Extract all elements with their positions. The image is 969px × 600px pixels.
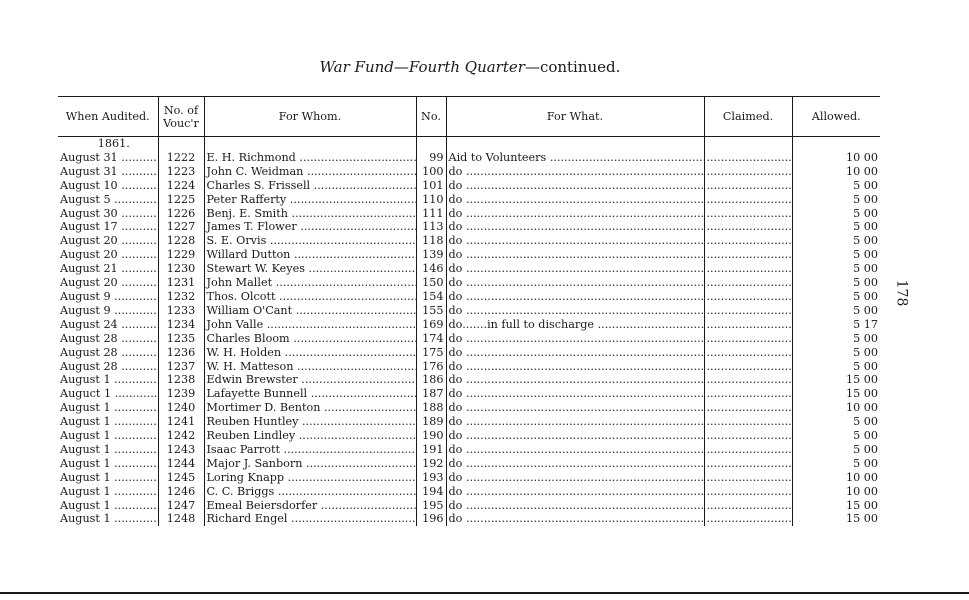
page-title-main: War Fund—Fourth Quarter [319,58,525,76]
cell-for-what: do ..... [446,457,704,471]
cell-for-what: do ..... [446,360,704,374]
cell-no: 187 [416,387,446,401]
cell-voucher: 1237 [158,360,204,374]
cell-allowed: 5 00 [853,331,878,345]
cell-allowed: 15 00 [845,387,878,401]
cell-date: August 21 ..... [58,262,158,276]
cell-claimed [704,443,792,457]
cell-no: 175 [416,346,446,360]
cell-date: August 10 ..... [58,179,158,193]
page-number: 178 [893,279,910,307]
header-allowed: Allowed. [792,97,880,137]
cell-claimed [704,401,792,415]
cell-for-whom: S. E. Orvis ..... [204,234,416,248]
cell-date: August 28 ..... [58,346,158,360]
cell-no: 191 [416,443,446,457]
cell-for-whom: Loring Knapp ..... [204,471,416,485]
cell-for-what: do ..... [446,304,704,318]
cell-for-whom: Benj. E. Smith ..... [204,207,416,221]
cell-claimed [704,373,792,387]
cell-voucher: 1230 [158,262,204,276]
cell-claimed [704,290,792,304]
cell-allowed: 5 00 [853,276,878,290]
table-row [58,290,880,304]
table-row [58,304,880,318]
table-row [58,276,880,290]
cell-date: August 1 ..... [58,373,158,387]
cell-allowed: 5 00 [853,289,878,303]
table-row [58,318,880,332]
cell-voucher: 1232 [158,290,204,304]
cell-no: 118 [416,234,446,248]
cell-allowed: 5 00 [853,262,878,276]
cell-date: August 1 ..... [58,415,158,429]
cell-no: 192 [416,457,446,471]
cell-for-whom: C. C. Briggs ..... [204,485,416,499]
cell-date: August 1 ..... [58,499,158,513]
cell-date: August 1 ..... [58,401,158,415]
cell-for-whom: Stewart W. Keyes ..... [204,262,416,276]
cell-for-whom: John Mallet ..... [204,276,416,290]
cell-voucher: 1223 [158,165,204,179]
cell-voucher: 1233 [158,304,204,318]
cell-no: 154 [416,290,446,304]
cell-for-what: Aid to Volunteers ..... [446,151,704,165]
table-row [58,346,880,360]
cell-date: August 9 ..... [58,304,158,318]
cell-no: 155 [416,304,446,318]
table-row [58,512,880,526]
cell-no: 113 [416,220,446,234]
table-row [58,429,880,443]
cell-voucher: 1243 [158,443,204,457]
header-for-what: For What. [446,97,704,137]
cell-for-what: do ..... [446,262,704,276]
cell-voucher: 1248 [158,512,204,526]
cell-voucher: 1240 [158,401,204,415]
cell-date: August 5 ..... [58,193,158,207]
cell-for-whom: Isaac Parrott ..... [204,443,416,457]
page-title [0,58,940,76]
cell-for-whom: Charles Bloom ..... [204,332,416,346]
cell-no: 196 [416,512,446,526]
cell-claimed [704,360,792,374]
cell-no: 99 [416,151,446,165]
cell-voucher: 1227 [158,220,204,234]
cell-voucher: 1225 [158,193,204,207]
cell-no: 195 [416,499,446,513]
cell-for-what: do ..... [446,429,704,443]
table-row [58,165,880,179]
cell-allowed: 5 00 [853,192,878,206]
cell-for-what: do ..... [446,415,704,429]
cell-allowed: 5 00 [853,456,878,470]
cell-claimed [704,193,792,207]
cell-claimed [704,207,792,221]
cell-for-whom: Lafayette Bunnell ..... [204,387,416,401]
header-no: No. [416,97,446,137]
cell-for-whom: James T. Flower ..... [204,220,416,234]
cell-claimed [704,151,792,165]
page-title-suffix: —continued. [524,58,621,76]
cell-date: August 1 ..... [58,429,158,443]
cell-voucher: 1246 [158,485,204,499]
table-row [58,373,880,387]
cell-for-whom: Edwin Brewster ..... [204,373,416,387]
cell-claimed [704,485,792,499]
cell-allowed: 5 00 [853,234,878,248]
table-row [58,179,880,193]
cell-no: 100 [416,165,446,179]
cell-for-whom: William O'Cant ..... [204,304,416,318]
cell-date: August 1 ..... [58,471,158,485]
cell-voucher: 1231 [158,276,204,290]
cell-allowed: 5 00 [853,220,878,234]
cell-no: 189 [416,415,446,429]
cell-for-whom: John C. Weidman ..... [204,165,416,179]
table-row [58,499,880,513]
cell-date: August 1 ..... [58,443,158,457]
cell-for-what: do ..... [446,387,704,401]
bottom-rule [0,592,969,594]
cell-claimed [704,179,792,193]
cell-date: Auguct 1 ..... [58,387,158,401]
table-row [58,248,880,262]
cell-no: 101 [416,179,446,193]
header-claimed: Claimed. [704,97,792,137]
cell-no: 190 [416,429,446,443]
cell-for-what: do ..... [446,373,704,387]
cell-allowed: 15 00 [845,512,878,526]
cell-date: August 31 ..... [58,151,158,165]
cell-allowed: 10 00 [845,401,878,415]
table-row [58,387,880,401]
cell-no: 174 [416,332,446,346]
cell-date: August 31 ..... [58,165,158,179]
header-voucher-number [158,97,204,137]
cell-for-what: do ..... [446,220,704,234]
header-for-whom: For Whom. [204,97,416,137]
cell-allowed: 5 00 [853,248,878,262]
cell-for-whom: Mortimer D. Benton ..... [204,401,416,415]
cell-voucher: 1244 [158,457,204,471]
cell-allowed: 5 00 [853,415,878,429]
cell-voucher: 1242 [158,429,204,443]
cell-for-whom: Major J. Sanborn ..... [204,457,416,471]
cell-for-what: do.......in full to discharge ..... [446,318,704,332]
table-row [58,332,880,346]
cell-claimed [704,512,792,526]
table-row [58,443,880,457]
table-row [58,471,880,485]
cell-date: August 20 ..... [58,234,158,248]
cell-voucher: 1226 [158,207,204,221]
cell-allowed: 5 00 [853,178,878,192]
cell-claimed [704,499,792,513]
table-row [58,415,880,429]
cell-voucher: 1228 [158,234,204,248]
cell-date: August 20 ..... [58,248,158,262]
cell-date: August 28 ..... [58,332,158,346]
cell-date: August 9 ..... [58,290,158,304]
cell-voucher: 1241 [158,415,204,429]
cell-for-whom: Richard Engel ..... [204,512,416,526]
cell-date: August 17 ..... [58,220,158,234]
cell-for-what: do ..... [446,207,704,221]
cell-for-what: do ..... [446,276,704,290]
cell-date: August 30 ..... [58,207,158,221]
cell-claimed [704,276,792,290]
cell-date: August 24 ..... [58,318,158,332]
cell-for-whom: Emeal Beiersdorfer ..... [204,499,416,513]
cell-for-what: do ..... [446,165,704,179]
cell-date: August 28 ..... [58,360,158,374]
cell-voucher: 1229 [158,248,204,262]
cell-allowed: 5 00 [853,359,878,373]
cell-no: 139 [416,248,446,262]
cell-no: 188 [416,401,446,415]
cell-allowed: 5 00 [853,442,878,456]
cell-for-what: do ..... [446,499,704,513]
cell-no: 110 [416,193,446,207]
cell-no: 193 [416,471,446,485]
cell-no: 146 [416,262,446,276]
cell-voucher: 1239 [158,387,204,401]
cell-claimed [704,262,792,276]
cell-for-what: do ..... [446,248,704,262]
cell-for-what: do ..... [446,290,704,304]
cell-claimed [704,429,792,443]
table-row [58,262,880,276]
cell-claimed [704,457,792,471]
cell-date: August 20 ..... [58,276,158,290]
header-row [58,97,880,137]
cell-voucher: 1224 [158,179,204,193]
cell-allowed: 5 00 [853,429,878,443]
cell-for-whom: Thos. Olcott ..... [204,290,416,304]
cell-for-whom: Reuben Lindley ..... [204,429,416,443]
cell-date: August 1 ..... [58,512,158,526]
cell-for-what: do ..... [446,401,704,415]
cell-date: August 1 ..... [58,457,158,471]
cell-for-what: do ..... [446,179,704,193]
cell-claimed [704,415,792,429]
table-row [58,401,880,415]
table-row [58,193,880,207]
cell-claimed [704,471,792,485]
cell-voucher: 1234 [158,318,204,332]
table-row [58,207,880,221]
cell-claimed [704,332,792,346]
cell-no: 169 [416,318,446,332]
cell-claimed [704,165,792,179]
table-row [58,220,880,234]
cell-allowed: 10 00 [845,164,878,178]
cell-for-whom: W. H. Matteson ..... [204,360,416,374]
header-voucher-line-2: Vouc'r [163,116,199,130]
cell-for-whom: Peter Rafferty ..... [204,193,416,207]
cell-claimed [704,304,792,318]
cell-for-what: do ..... [446,485,704,499]
cell-allowed: 10 00 [845,470,878,484]
cell-for-what: do ..... [446,234,704,248]
cell-allowed: 15 00 [845,373,878,387]
table-row [58,234,880,248]
cell-allowed: 5 00 [853,345,878,359]
cell-voucher: 1222 [158,151,204,165]
cell-for-what: do ..... [446,512,704,526]
cell-allowed: 15 00 [845,498,878,512]
cell-no: 186 [416,373,446,387]
cell-for-what: do ..... [446,193,704,207]
cell-voucher: 1245 [158,471,204,485]
cell-no: 111 [416,207,446,221]
cell-for-whom: Charles S. Frissell ..... [204,179,416,193]
cell-for-whom: John Valle ..... [204,318,416,332]
cell-claimed [704,387,792,401]
cell-claimed [704,234,792,248]
cell-claimed [704,346,792,360]
ledger-table [58,96,880,526]
cell-claimed [704,318,792,332]
header-voucher-line-1: No. of [163,103,199,117]
table-row [58,360,880,374]
cell-claimed [704,248,792,262]
cell-date: August 1 ..... [58,485,158,499]
table-row [58,485,880,499]
cell-allowed: 5 17 [853,317,878,331]
cell-no: 150 [416,276,446,290]
cell-claimed [704,220,792,234]
cell-allowed: 10 00 [845,150,878,164]
cell-for-what: do ..... [446,332,704,346]
cell-allowed: 5 00 [853,303,878,317]
header-when-audited: When Audited. [58,97,158,137]
year-row [58,137,880,151]
cell-voucher: 1236 [158,346,204,360]
cell-for-whom: Reuben Huntley ..... [204,415,416,429]
cell-for-whom: Willard Dutton ..... [204,248,416,262]
table-row [58,151,880,165]
cell-for-what: do ..... [446,346,704,360]
year-label: 1861. [58,137,158,151]
cell-for-whom: E. H. Richmond ..... [204,151,416,165]
cell-allowed: 10 00 [845,484,878,498]
cell-voucher: 1247 [158,499,204,513]
cell-voucher: 1235 [158,332,204,346]
cell-for-what: do ..... [446,471,704,485]
cell-for-what: do ..... [446,443,704,457]
cell-no: 194 [416,485,446,499]
cell-voucher: 1238 [158,373,204,387]
cell-allowed: 5 00 [853,206,878,220]
cell-no: 176 [416,360,446,374]
cell-for-whom: W. H. Holden ..... [204,346,416,360]
table-row [58,457,880,471]
